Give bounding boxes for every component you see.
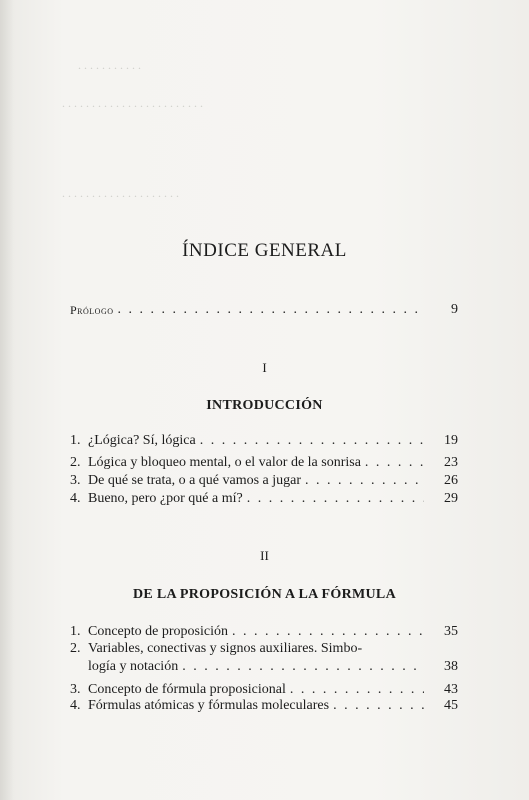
toc-entry-page: 35	[444, 624, 458, 639]
toc-entry-page: 38	[444, 659, 458, 674]
index-title: ÍNDICE GENERAL	[182, 240, 347, 261]
toc-entry-label: Concepto de proposición	[88, 624, 228, 639]
toc-entry-label: ¿Lógica? Sí, lógica	[88, 433, 196, 448]
toc-entry-page: 43	[444, 682, 458, 697]
toc-entry-label: De qué se trata, o a qué vamos a jugar	[88, 473, 302, 488]
toc-entry-page: 29	[444, 491, 458, 506]
section-numeral: II	[260, 548, 269, 563]
section-title: DE LA PROPOSICIÓN A LA FÓRMULA	[133, 587, 396, 602]
leader-dots	[365, 455, 424, 471]
toc-entry-prologo	[70, 302, 458, 318]
leader-dots	[118, 302, 424, 318]
toc-entry-page: 23	[444, 455, 458, 470]
toc-entry-label: Lógica y bloqueo mental, o el valor de la sonrisa	[88, 455, 361, 470]
toc-entry-number: 2.	[70, 641, 81, 656]
toc-entry-number: 1.	[70, 624, 81, 639]
toc-entry-page: 19	[444, 433, 458, 448]
toc-entry-number: 2.	[70, 455, 81, 470]
leader-dots	[182, 659, 424, 675]
section-numeral: I	[262, 360, 267, 375]
bleed-through-text: . . . . . . . . . . . . . . . . . . . . . . . .	[62, 96, 203, 110]
toc-entry	[70, 624, 458, 640]
toc-entry-label: Concepto de fórmula proposicional	[88, 682, 286, 697]
toc-entry-page: 26	[444, 473, 458, 488]
toc-entry-label: Variables, conectivas y signos auxiliares. Simbo-	[88, 641, 363, 656]
leader-dots	[333, 698, 424, 714]
section-title: INTRODUCCIÓN	[206, 398, 323, 413]
toc-entry	[70, 698, 458, 714]
toc-entry-label: Bueno, pero ¿por qué a mí?	[88, 491, 243, 506]
toc-entry-number: 4.	[70, 698, 81, 713]
toc-entry-page: 45	[444, 698, 458, 713]
leader-dots	[200, 433, 424, 449]
toc-entry-label: logía y notación	[88, 659, 179, 674]
toc-entry	[70, 473, 458, 489]
leader-dots	[247, 491, 424, 507]
leader-dots	[232, 624, 424, 640]
toc-entry-continuation	[88, 659, 458, 675]
bleed-through-text: . . . . . . . . . . .	[78, 58, 141, 72]
leader-dots	[305, 473, 424, 489]
toc-entry	[70, 433, 458, 449]
toc-entry-number: 3.	[70, 682, 81, 697]
toc-entry	[70, 491, 458, 507]
toc-entry	[70, 682, 458, 698]
toc-entry-number: 3.	[70, 473, 81, 488]
toc-entry-number: 1.	[70, 433, 81, 448]
toc-entry	[70, 641, 458, 657]
toc-entry	[70, 455, 458, 471]
toc-entry-label: Prólogo	[70, 303, 114, 317]
leader-dots	[290, 682, 424, 698]
toc-entry-number: 4.	[70, 491, 81, 506]
toc-entry-label: Fórmulas atómicas y fórmulas moleculares	[88, 698, 330, 713]
bleed-through-text: . . . . . . . . . . . . . . . . . . . .	[62, 186, 179, 200]
toc-entry-page: 9	[451, 302, 458, 317]
